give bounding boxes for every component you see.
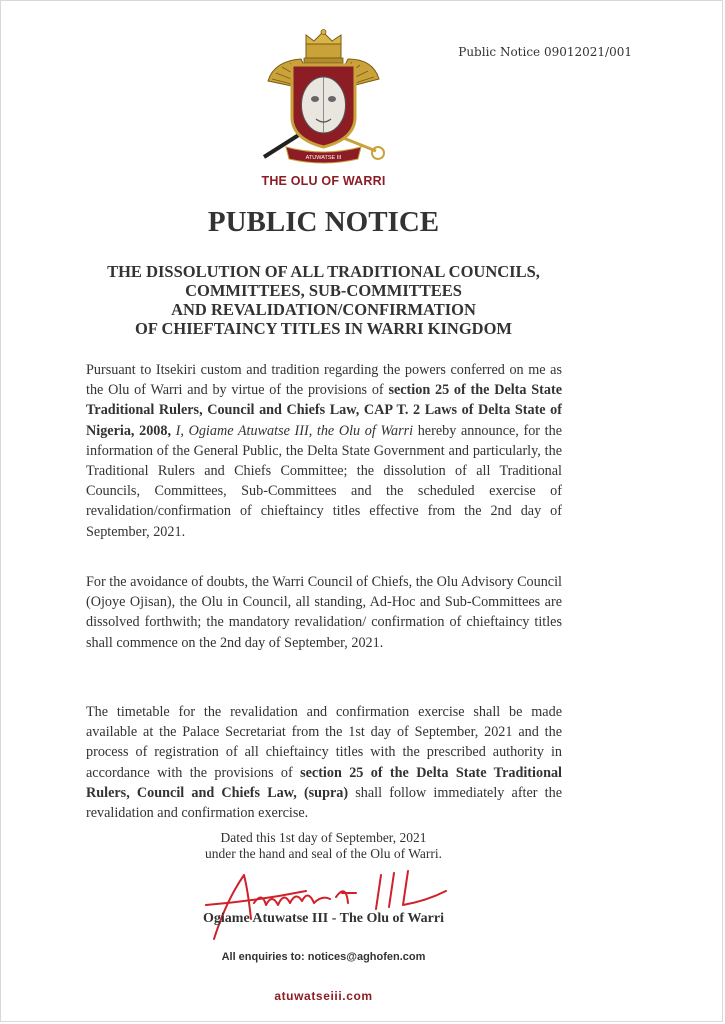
paragraph-2: For the avoidance of doubts, the Warri Council of Chiefs, the Olu Advisory Council (Ojoye Ojisan), the Olu in Council, all standing, Ad-Hoc and Sub-Committees are dissolved forthwith; the mandatory revalidation/ confirmation of chieftaincy titles shall commence on the 2nd day of September, 2021. — [86, 574, 562, 651]
paragraph-1-text-a: Pursuant to Itsekiri custom and tradition regarding the powers conferred on me as the Olu of Warri and by virtue of the provisions of — [86, 362, 562, 399]
notice-subtitle — [86, 262, 561, 338]
paragraph-1-italic-name: I, Ogiame Atuwatse III, the Olu of Warri — [171, 422, 414, 439]
subtitle-line: COMMITTEES, SUB-COMMITTEES — [185, 281, 462, 300]
crest-ribbon-text: ATUWATSE III — [305, 155, 342, 161]
dated-line-2: under the hand and seal of the Olu of Warri. — [204, 846, 443, 861]
dated-line — [1, 830, 646, 862]
website-link[interactable]: atuwatseiii.com — [274, 989, 373, 1003]
subtitle-line: THE DISSOLUTION OF ALL TRADITIONAL COUNCILS, — [107, 262, 540, 281]
paragraph-3-bold-citation: section 25 of the Delta State Traditional Rulers, Council and Chiefs Law, (supra) — [86, 764, 562, 801]
page-title: PUBLIC NOTICE — [207, 206, 440, 238]
subtitle-line: OF CHIEFTAINCY TITLES IN WARRI KINGDOM — [135, 319, 512, 338]
paragraph-1-bold-citation: section 25 of the Delta State Traditional Rulers, Council and Chiefs Law, CAP T. 2 Laws of Delta State of Nigeria, 2008, — [86, 382, 562, 439]
paragraph-3-text-b: shall follow immediately after the revalidation and confirmation exercise. — [86, 784, 563, 822]
paragraph-3-text-a: The timetable for the revalidation and confirmation exercise shall be made available at the Palace Secretariat from the 1st day of September, 2021 and the process of registration of all chieftaincy titles with the prescribed authority in accordance with the provisions of — [86, 704, 562, 781]
signature-icon — [196, 861, 456, 941]
signatory-name: Ogiame Atuwatse III - The Olu of Warri — [203, 911, 444, 926]
paragraph-3 — [86, 702, 562, 823]
paragraph-1 — [86, 360, 562, 542]
royal-crest-icon — [256, 29, 391, 179]
crest-caption: THE OLU OF WARRI — [261, 174, 386, 188]
dated-line-1: Dated this 1st day of September, 2021 — [220, 830, 427, 845]
enquiries-line: All enquiries to: notices@aghofen.com — [221, 951, 426, 963]
notice-number: Public Notice 09012021/001 — [458, 45, 632, 59]
paragraph-1-text-b: hereby announce, for the information of the General Public, the Delta State Government and particularly, the Traditional Rulers and Chiefs Committee; the dissolution of all Traditional Councils, Committees, Sub-Committees and the scheduled exercise of revalidation/confirmation of chieftaincy titles effective from the 2nd day of September, 2021. — [86, 422, 562, 540]
subtitle-line: AND REVALIDATION/CONFIRMATION — [171, 300, 476, 319]
